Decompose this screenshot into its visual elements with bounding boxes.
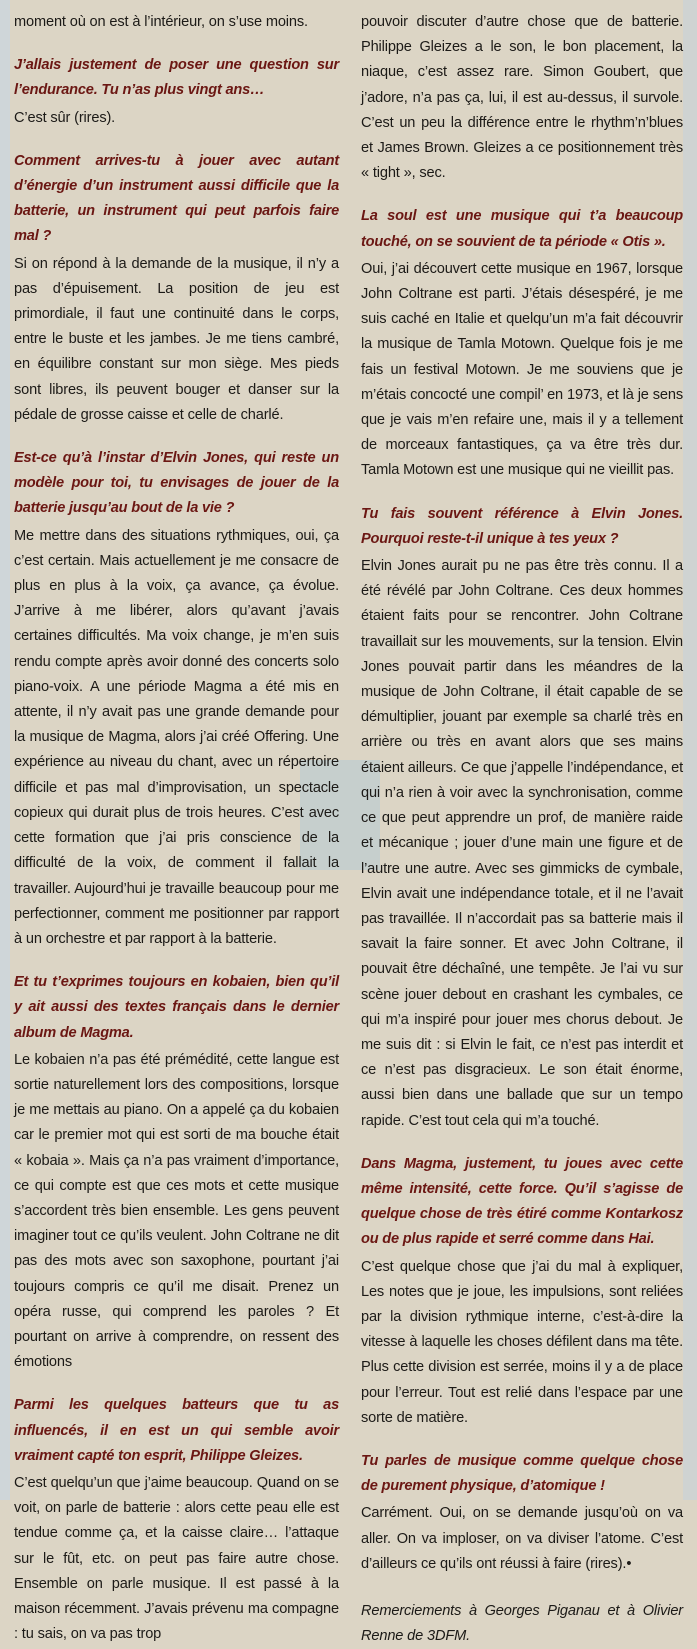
answer-paragraph: moment où on est à l’intérieur, on s’use moins. [14, 14, 308, 30]
answer-paragraph: Oui, j’ai découvert cette musique en 1967, lorsque John Coltrane est parti. J’étais désespéré, je me suis caché en Italie et quelqu’un m’a fait découvrir la musique de Tamla Motown. Quelque fois je me fais un festival Motown. Je me souviens que je m’étais concocté une compil’ en 1973, et là je sens que je vais m’en refaire une, mais il y a tellement de morceaux fantastiques, ça va être très dur. Tamla Motown est une musique qui ne vieillit pas. [361, 260, 683, 479]
answer-paragraph: Le kobaien n’a pas été prémédité, cette langue est sortie naturellement lors des compositions, lorsque je me mettais au piano. On a appelé ça du kobaien car le premier mot qui est sorti de ma bouche était « kobaia ». Mais ça n’a pas vraiment d’importance, ce qui compte est que ces mots et cette musique s’accordent très bien ensemble. Les gens peuvent imaginer tout ce qu’ils veulent. John Coltrane ne dit pas des mots avec son saxophone, pourtant j’ai toujours compris ce qu’il me disait. Prenez un opéra russe, qui comprend les paroles ? Et pourtant on arrive à comprendre, on ressent des émotions [14, 1051, 339, 1371]
interview-question: Parmi les quelques batteurs que tu as influencés, il en est un qui semble avoir vraiment capté ton esprit, Philippe Gleizes. [14, 1397, 339, 1464]
answer-paragraph: Elvin Jones aurait pu ne pas être très connu. Il a été révélé par John Coltrane. Ces deux hommes étaient faits pour se rencontrer. John Coltrane travaillait sur les mouvements, sur la tension. Elvin Jones pouvait partir dans les méandres de la musique de John Coltrane, il était capable de se démultiplier, jouant par exemple sa charlé très en arrière ou très en avant alors que ses mains étaient ailleurs. Ce que j’appelle l’indépendance, et qui n’a rien à voir avec la synchronisation, comme ce que peut apprendre un prof, de manière raide et mécanique ; jouer d’une main une figure et de l’autre une autre. Avec ses gimmicks de cymbale, Elvin avait une indépendance totale, et il ne l’avait pas travaillée. Il n’accordait pas sa batterie mais il savait la faire sonner. Et avec John Coltrane, il pouvait être déchaîné, une tempête. Je l’ai vu sur scène jouer debout en crashant les cymbales, ce qui m’a inspiré pour jouer mes chorus debout. Je me suis dit : si Elvin le fait, ce n’est pas interdit et ce n’est pas disgracieux. Le son était énorme, aussi bien dans une ballade que sur un tempo rapide. C’est tout cela qui m’a touché. [361, 558, 683, 1129]
interview-question: Est-ce qu’à l’instar d’Elvin Jones, qui reste un modèle pour toi, tu envisages de jouer de la batterie jusqu’au bout de la vie ? [14, 450, 339, 517]
answer-paragraph: Si on répond à la demande de la musique, il n’y a pas d’épuisement. La position de jeu est primordiale, il faut une continuité dans le corps, entre le buste et les jambes. Je me tiens cambré, en équilibre constant sur mon siège. Mes pieds sont libres, ils peuvent bouger et danser sur la pédale de grosse caisse et celle de charlé. [14, 255, 339, 423]
article-column-right [361, 10, 683, 1645]
interview-question: Et tu t’exprimes toujours en kobaien, bien qu’il y ait aussi des textes français dans le dernier album de Magma. [14, 974, 339, 1041]
answer-paragraph: Carrément. Oui, on se demande jusqu’où on va aller. On va imploser, on va diviser l’atome. C’est d’ailleurs ce qu’ils ont réussi à faire (rires).• [361, 1505, 683, 1572]
answer-paragraph: C’est quelqu’un que j’aime beaucoup. Quand on se voit, on parle de batterie : alors cette peau elle est tendue comme ça, et la caisse claire… l’attaque sur le fût, etc. on peut pas faire autre chose. Ensemble on parle musique. Il est passé à la maison récemment. J’avais prévenu ma compagne : tu sais, on va pas trop [14, 1474, 339, 1643]
answer-paragraph: C’est sûr (rires). [14, 109, 116, 126]
answer-paragraph: C’est quelque chose que j’ai du mal à expliquer, Les notes que je joue, les impulsions, sont reliées par la division rythmique interne, c’est-à-dire la vitesse à laquelle les choses défilent dans ma tête. Plus cette division est serrée, moins il y a de place pour l’erreur. Tout est relié dans l’espace par une sorte de matière. [361, 1258, 683, 1426]
adjacent-page-edge-left [0, 0, 10, 1500]
adjacent-page-edge-right [683, 0, 697, 1500]
answer-paragraph: Me mettre dans des situations rythmiques, oui, ça c’est certain. Mais actuellement je me consacre de plus en plus à la voix, ça avance, ça évolue. J’arrive à me libérer, alors qu’avant j’avais certaines difficultés. Ma voix change, je m’en suis rendu compte après avoir donné des concerts solo piano-voix. A une période Magma a été mis en attente, il n’y avait pas une grande demande pour la musique de Magma, alors j’ai créé Offering. Une expérience au niveau du chant, avec un répertoire difficile et pas mal d’improvisation, un spectacle copieux qui durait plus de trois heures. C’est avec cette formation que j’ai pris conscience de la difficulté de la voix, de comment il fallait la travailler. Aujourd’hui je travaille beaucoup pour me perfectionner, comment me positionner par rapport à un orchestre et par rapport à la batterie. [14, 527, 339, 947]
interview-question: Tu fais souvent référence à Elvin Jones. Pourquoi reste-t-il unique à tes yeux ? [361, 505, 683, 547]
answer-paragraph: pouvoir discuter d’autre chose que de batterie. Philippe Gleizes a le son, le bon placement, la niaque, c’est assez rare. Simon Goubert, que j’adore, n’a pas ça, lui, il est au-dessus, il survole. C’est un peu la différence entre le rhythm’n’blues et James Brown. Gleizes a ce positionnement très « tight », sec. [361, 14, 683, 182]
interview-question: J’allais justement de poser une question sur l’endurance. Tu n’as plus vingt ans… [14, 57, 339, 99]
interview-question: La soul est une musique qui t’a beaucoup touché, on se souvient de ta période « Otis ». [361, 208, 683, 250]
interview-question: Comment arrives-tu à jouer avec autant d’énergie d’un instrument aussi difficile que la batterie, un instrument qui peut parfois faire mal ? [14, 152, 339, 245]
acknowledgements: Remerciements à Georges Piganau et à Olivier Renne de 3DFM. [361, 1602, 683, 1645]
interview-question: Dans Magma, justement, tu joues avec cette même intensité, cette force. Qu’il s’agisse de quelque chose de très étiré comme Kontarkosz ou de plus rapide et serré comme dans Hai. [361, 1155, 683, 1248]
interview-question: Tu parles de musique comme quelque chose de purement physique, d’atomique ! [361, 1452, 683, 1495]
article-column-left [14, 10, 339, 1643]
